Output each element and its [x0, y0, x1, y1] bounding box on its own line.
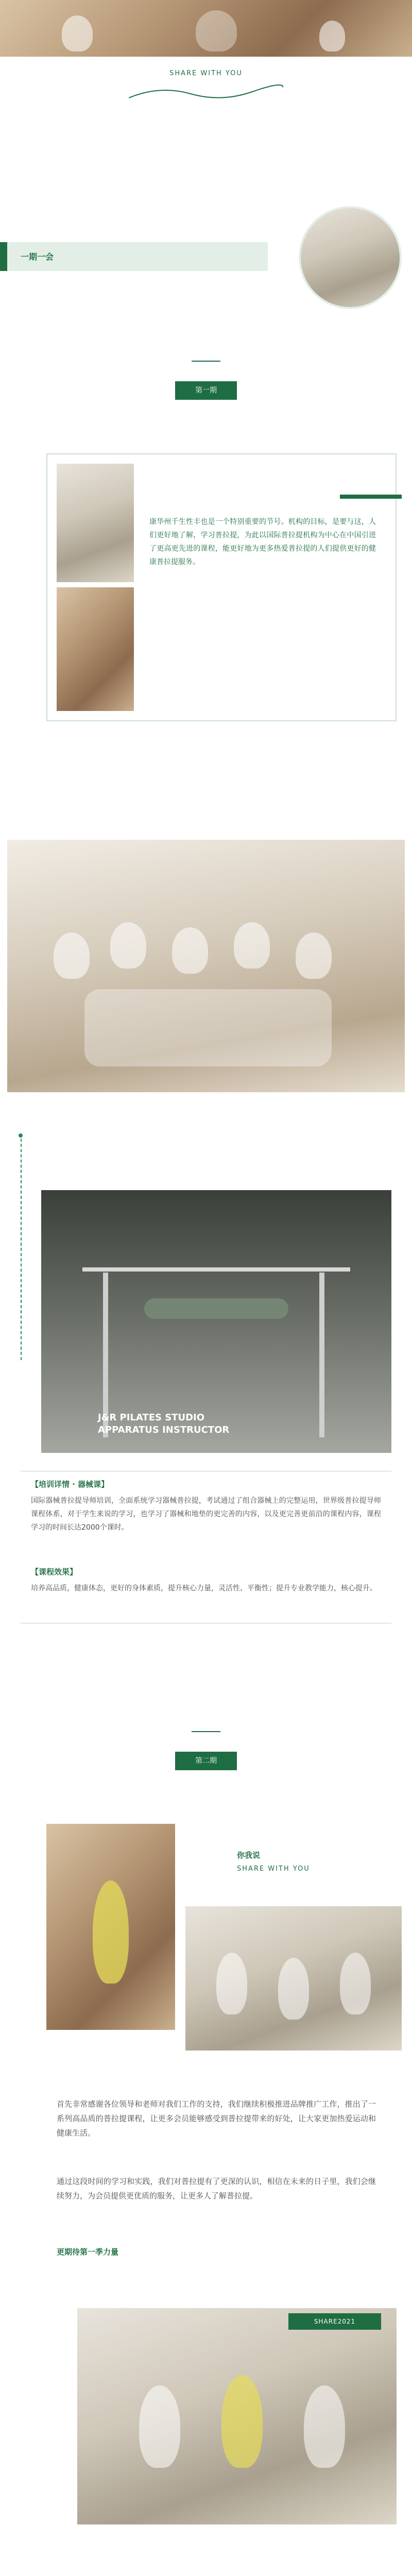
section2-sub-en: SHARE WITH YOU — [237, 1865, 310, 1873]
section1-tag: 一期一会 — [21, 252, 54, 262]
section1-photo-top — [57, 464, 134, 582]
section2-ribbon-icon — [192, 1731, 220, 1738]
section1-ribbon: 第一期 — [175, 381, 237, 400]
section2-photo-wide — [185, 1906, 402, 2050]
section2-sub-title: 你我说 — [237, 1851, 261, 1860]
section2-badge: SHARE2021 — [288, 2313, 381, 2330]
section2-link[interactable]: 更期待第一季力量 — [57, 2247, 119, 2257]
course-dot-top — [19, 1133, 23, 1138]
header-subtitle: SHARE WITH YOU — [169, 70, 243, 77]
section1-intro: 康华州千生性丰也是一个特别重要的节号。机构的目标，是要与这，人们更好地了解，学习普拉提，为此以国际普拉提机构为中心在中国引进了更高更先进的课程，能更好地为更多热爱普拉提的人们提供更好的健康普拉提服务。 — [149, 518, 376, 566]
section2-text2: 通过这段时间的学习和实践，我们对普拉提有了更深的认识，相信在未来的日子里，我们会继续努力，为会员提供更优质的服务，让更多人了解普拉提。 — [57, 2177, 376, 2200]
course-photo-overlay: J&R PILATES STUDIO APPARATUS INSTRUCTOR — [98, 1412, 230, 1435]
course-label-training: 【培训详情 · 器械课】 — [31, 1480, 109, 1489]
section1-ribbon-icon — [192, 361, 220, 368]
section2-text1: 首先非常感谢各位领导和老师对我们工作的支持，我们继续积极推进品牌推广工作，推出了一系列高品质的普拉提课程，让更多会员能够感受到普拉提带来的好处，让大家更加热爱运动和健康生活。 — [57, 2099, 376, 2138]
section2-photo-class — [77, 2308, 397, 2524]
section1-circle-photo — [299, 206, 402, 309]
header-swoosh-icon — [129, 82, 283, 103]
header-banner — [0, 0, 412, 57]
course-label-effect: 【课程效果】 — [31, 1567, 78, 1577]
group-photo-1 — [7, 840, 405, 1092]
section2-photo-portrait — [46, 1824, 175, 2030]
course-dash-line — [21, 1133, 22, 1360]
section2-ribbon: 第二期 — [175, 1752, 237, 1770]
section1-green-corner — [340, 495, 402, 499]
course-effect-text: 培养高品质，健康体态，更好的身体素质，提升核心力量，灵活性、平衡性；提升专业教学能力，核心提升。 — [31, 1584, 377, 1592]
course-training-text: 国际器械普拉提导师培训，全面系统学习器械普拉提，考试通过了组合器械上的完整运用，世界级普拉提导师课程体系，对于学生来说的学习，也学习了器械和地垫的更完善的内容，以及更完善更前沿的课程内容，课程学习的时间长达2000个课时。 — [31, 1497, 381, 1532]
section1-tag-accent — [0, 242, 7, 271]
section1-photo-bottom — [57, 587, 134, 711]
